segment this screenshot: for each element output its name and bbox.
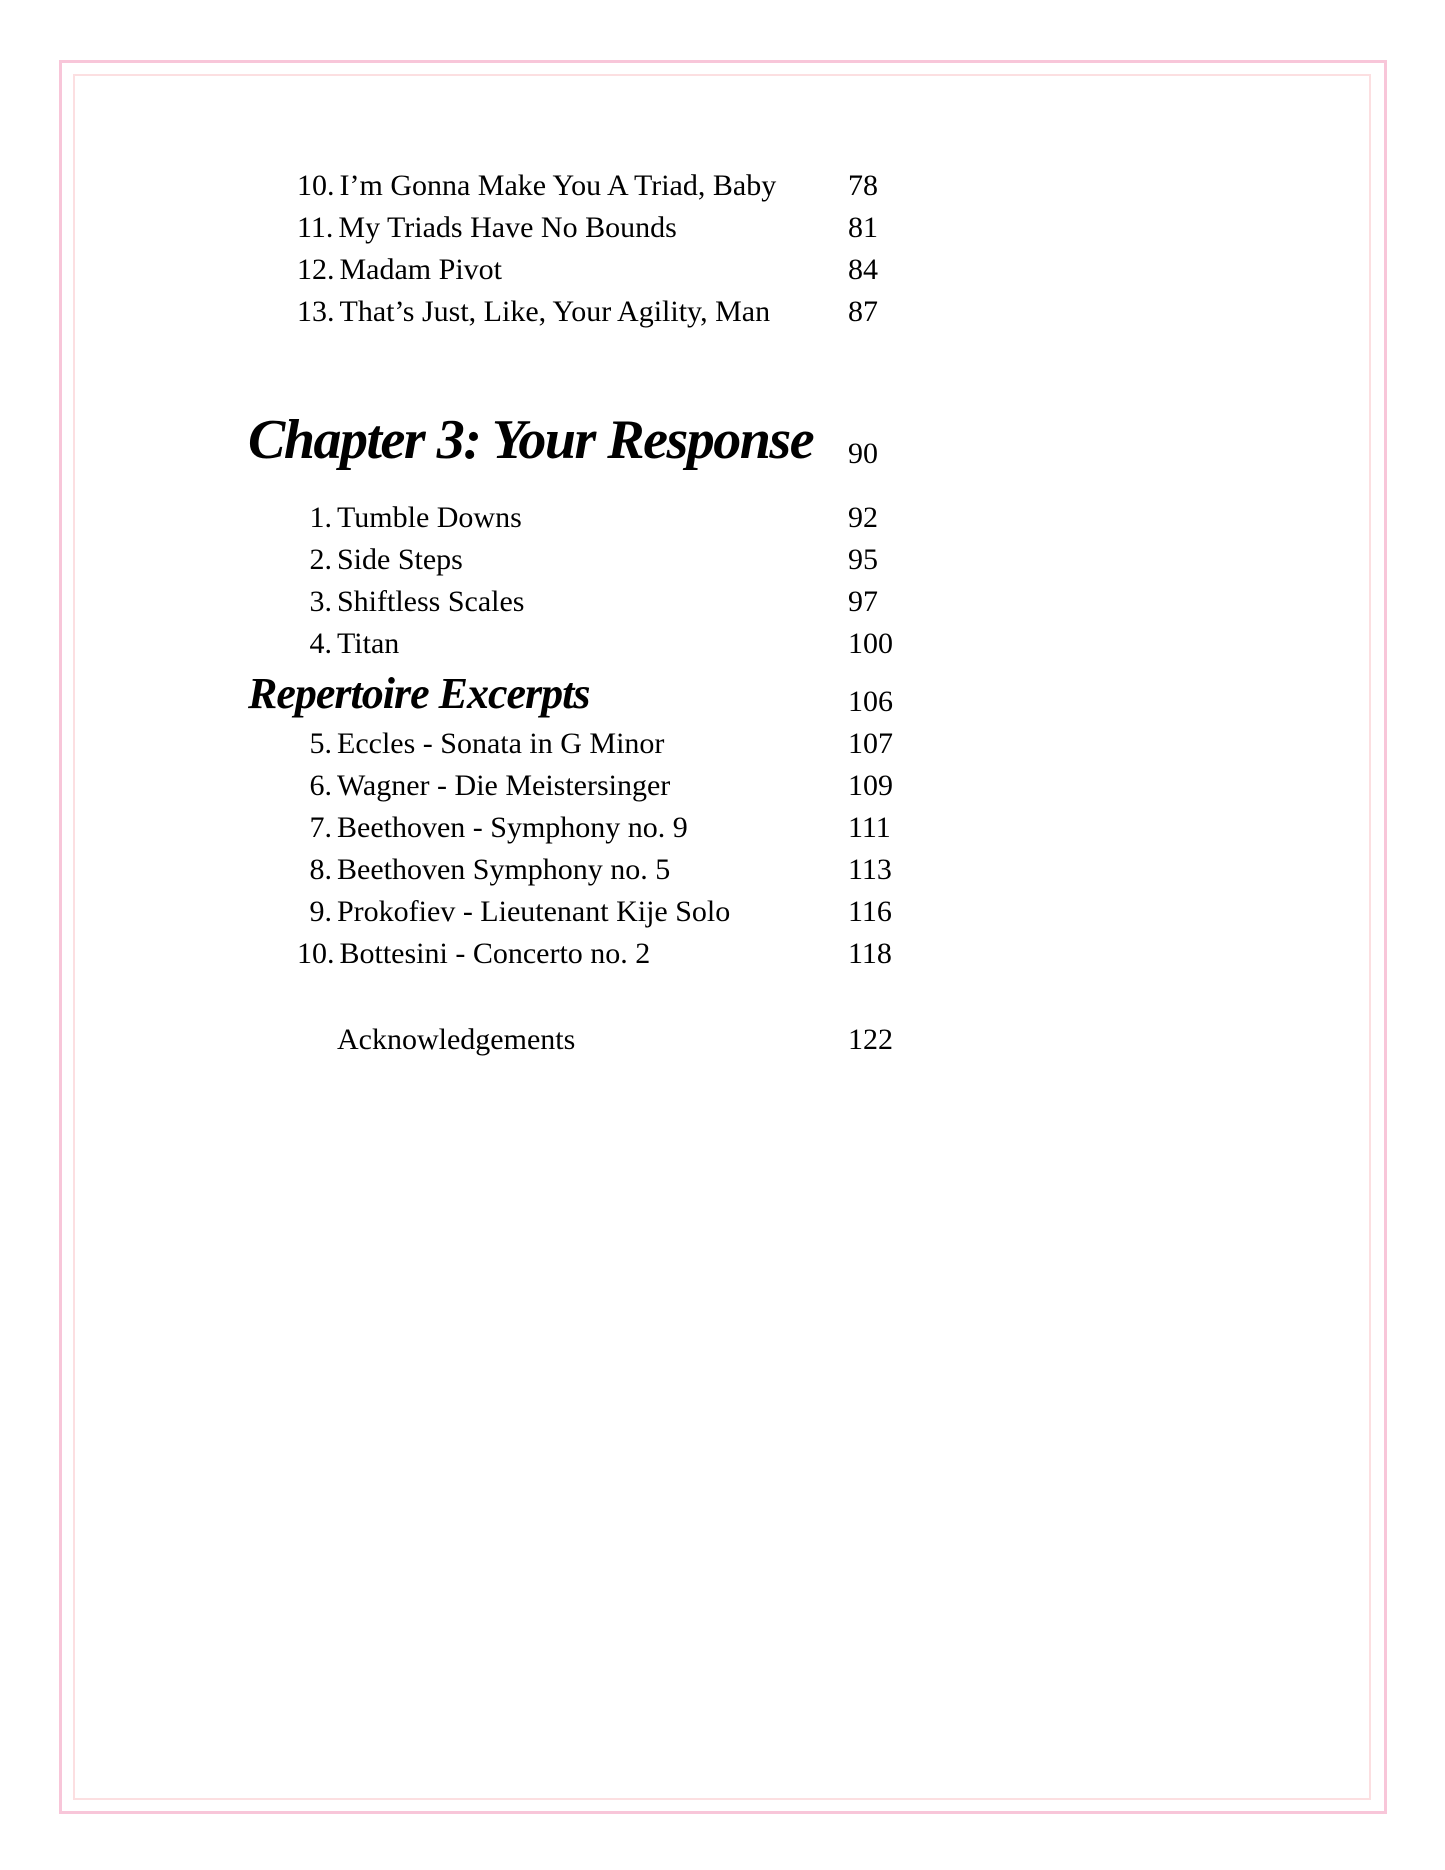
toc-entry-title: Acknowledgements (337, 1023, 576, 1056)
toc-entry (248, 723, 1368, 765)
section-heading-page: 106 (848, 685, 893, 718)
toc-entry-number: 2. (309, 543, 332, 576)
toc-entry-page: 113 (848, 853, 892, 886)
toc-entry-number: 10. (297, 169, 335, 202)
toc-entry (248, 581, 1368, 623)
toc-entry-page: 109 (848, 769, 893, 802)
toc-entry-number: 5. (309, 727, 332, 760)
toc-entry-title: Shiftless Scales (337, 585, 525, 618)
chapter-heading-page: 90 (848, 437, 878, 470)
toc-entry-page: 107 (848, 727, 893, 760)
table-of-contents (248, 165, 1368, 1061)
toc-entry-acknowledgements (248, 1019, 1368, 1061)
toc-entry-page: 122 (848, 1023, 893, 1056)
toc-entry-number: 11. (297, 211, 334, 244)
toc-entry (248, 207, 1368, 249)
toc-entry-number: 4. (309, 627, 332, 660)
toc-entry (248, 933, 1368, 975)
section-heading-repertoire (248, 665, 1368, 723)
toc-entry (248, 165, 1368, 207)
toc-entry-page: 111 (848, 811, 891, 844)
toc-entry-title: Beethoven - Symphony no. 9 (337, 811, 688, 844)
toc-entry-page: 97 (848, 585, 878, 618)
toc-entry-title: Wagner - Die Meistersinger (337, 769, 671, 802)
toc-entry-page: 118 (848, 937, 892, 970)
toc-entry (248, 807, 1368, 849)
toc-entry-title: Bottesini - Concerto no. 2 (339, 937, 651, 970)
toc-entry-page: 95 (848, 543, 878, 576)
toc-entry-page: 81 (848, 211, 878, 244)
toc-entry (248, 849, 1368, 891)
toc-group-repertoire (248, 723, 1368, 975)
toc-entry-number: 7. (309, 811, 332, 844)
toc-entry (248, 539, 1368, 581)
toc-entry-number: 13. (297, 295, 335, 328)
toc-entry-page: 92 (848, 501, 878, 534)
toc-entry-number: 8. (309, 853, 332, 886)
toc-entry-title: Tumble Downs (337, 501, 522, 534)
toc-entry-page: 116 (848, 895, 892, 928)
toc-entry-title: Side Steps (337, 543, 463, 576)
toc-entry-number: 1. (309, 501, 332, 534)
toc-entry-title: That’s Just, Like, Your Agility, Man (339, 295, 771, 328)
toc-entry-number: 6. (309, 769, 332, 802)
toc-entry (248, 249, 1368, 291)
toc-entry-title: Madam Pivot (339, 253, 502, 286)
toc-entry (248, 765, 1368, 807)
toc-entry (248, 291, 1368, 333)
toc-entry-title: My Triads Have No Bounds (338, 211, 677, 244)
toc-entry-number: 3. (309, 585, 332, 618)
toc-group-chapter3 (248, 497, 1368, 665)
toc-entry (248, 623, 1368, 665)
toc-entry-title: I’m Gonna Make You A Triad, Baby (339, 169, 777, 202)
toc-entry (248, 497, 1368, 539)
toc-entry-title: Beethoven Symphony no. 5 (337, 853, 671, 886)
chapter-heading-title: Chapter 3: Your Response (248, 409, 814, 471)
toc-entry-title: Titan (337, 627, 400, 660)
section-heading-title: Repertoire Excerpts (248, 669, 590, 718)
toc-entry-title: Prokofiev - Lieutenant Kije Solo (337, 895, 731, 928)
toc-entry-number: 10. (297, 937, 335, 970)
toc-entry (248, 891, 1368, 933)
toc-entry-title: Eccles - Sonata in G Minor (337, 727, 665, 760)
toc-entry-page: 84 (848, 253, 878, 286)
toc-entry-number: 12. (297, 253, 335, 286)
toc-group-chapter2-tail (248, 165, 1368, 333)
toc-entry-page: 78 (848, 169, 878, 202)
toc-entry-page: 100 (848, 627, 893, 660)
toc-entry-page: 87 (848, 295, 878, 328)
toc-entry-number: 9. (309, 895, 332, 928)
chapter-heading (248, 405, 1368, 475)
